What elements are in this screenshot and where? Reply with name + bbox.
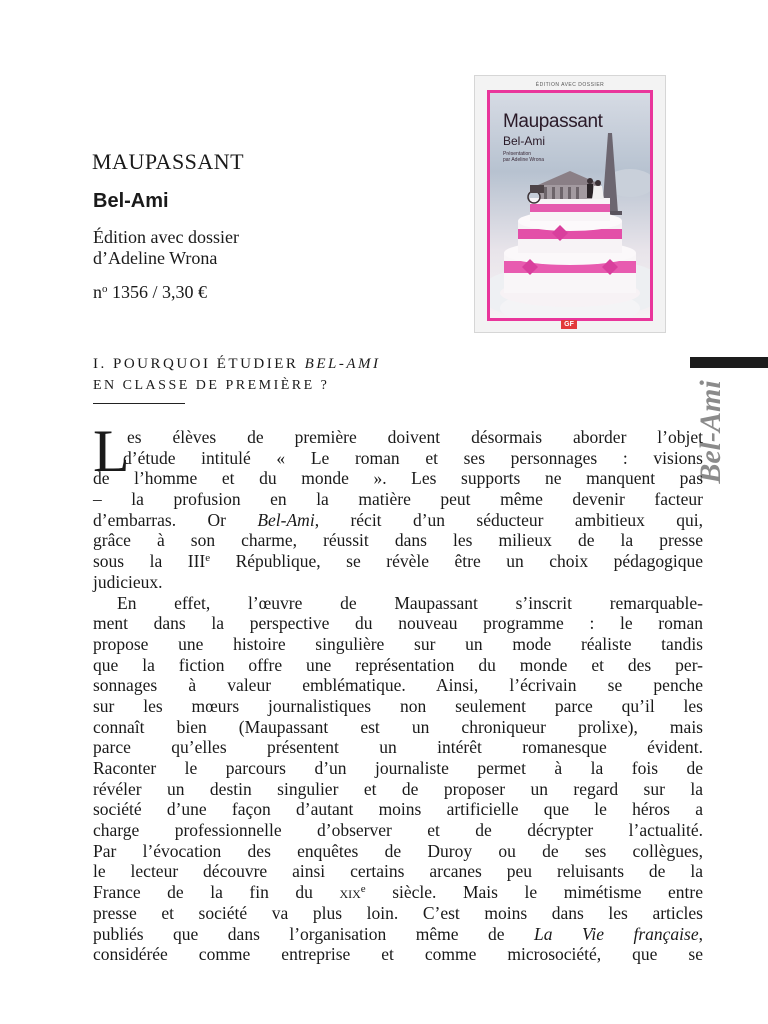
text-span: , — [698, 923, 703, 944]
text-line: – la profusion en la matière peut même devenir facteur — [93, 489, 703, 510]
section-heading-line — [93, 353, 380, 375]
number-price: 1356 / 3,30 € — [107, 282, 208, 302]
text-line: de l’homme et du monde ». Les supports ne manquent pas — [93, 468, 703, 489]
text-line — [93, 882, 703, 903]
text-line — [93, 551, 703, 572]
section-heading-line: EN CLASSE DE PREMIÈRE ? — [93, 378, 330, 393]
book-title: Bel-Ami — [93, 190, 169, 212]
text-line: Raconter le parcours d’un journaliste permet à la fois de — [93, 758, 703, 778]
side-tab-label: Bel-Ami — [694, 380, 727, 484]
text-line: sur les mœurs journalistiques non seulement parce qu’il les — [93, 695, 703, 716]
text-line: d’étude intitulé « Le roman et ses personnages : visions — [123, 447, 703, 468]
text-span: sous la III — [93, 551, 206, 572]
section-heading-italic: BEL-AMI — [304, 356, 381, 372]
cover-art — [487, 90, 653, 321]
side-tab-bar — [690, 357, 768, 368]
section-rule — [93, 403, 185, 404]
text-line: considérée comme entreprise et comme microsociété, que se — [93, 944, 703, 965]
text-span: République, se révèle être un choix pédagogique — [210, 551, 703, 572]
text-line: le lecteur découvre ainsi certains arcanes peu reluisants de la — [93, 861, 703, 882]
cover-presenter-line: par Adeline Wrona — [503, 157, 545, 163]
text-line: parce qu’elles présentent un intérêt romanesque évident. — [93, 737, 703, 758]
text-line: société d’une façon d’autant moins artificielle que le héros a — [93, 799, 703, 820]
edition-line: Édition avec dossier — [93, 227, 239, 247]
catalog-number-price — [93, 282, 207, 303]
cover-title: Bel-Ami — [503, 134, 546, 148]
section-heading-text: I. POURQUOI ÉTUDIER — [93, 356, 305, 372]
text-span: siècle. Mais le mimétisme entre — [365, 882, 703, 903]
cover-author: Maupassant — [503, 111, 603, 132]
text-line: grâce à son charme, réussit dans les milieux de la presse — [93, 530, 703, 551]
edition-info — [93, 227, 239, 269]
text-span: d’embarras. Or — [93, 509, 258, 530]
text-line: presse et société va plus loin. C’est moins dans les articles — [93, 902, 703, 923]
number-prefix: n — [93, 282, 102, 302]
text-line: que la fiction offre une représentation du monde et des per- — [93, 654, 703, 675]
book-cover — [474, 75, 666, 333]
text-span: Bel-Ami — [257, 509, 315, 530]
body-text — [93, 418, 703, 965]
cover-top-label: ÉDITION AVEC DOSSIER — [535, 82, 605, 88]
text-line: connaît bien (Maupassant est un chroniqueur prolixe), mais — [93, 716, 703, 737]
author-name: MAUPASSANT — [92, 149, 245, 174]
publisher-logo: GF — [561, 320, 577, 329]
text-line: charge professionnelle d’observer et de décrypter l’actualité. — [93, 820, 703, 841]
number-sup: o — [102, 283, 108, 295]
text-line: sonnages à valeur emblématique. Ainsi, l’écrivain se penche — [93, 675, 703, 696]
text-line: judicieux. — [93, 571, 163, 592]
text-line: Par l’évocation des enquêtes de Duroy ou de ses collègues, — [93, 840, 703, 861]
drop-cap: L — [93, 418, 130, 484]
text-line — [93, 924, 703, 945]
text-line: propose une histoire singulière sur un mode réaliste tandis — [93, 633, 703, 654]
text-sup: e — [360, 883, 366, 896]
text-line: es élèves de première doivent désormais aborder l’objet — [127, 427, 703, 447]
text-line: ment dans la perspective du nouveau programme : le roman — [93, 613, 703, 634]
text-line: En effet, l’œuvre de Maupassant s’inscrit remarquable- — [117, 592, 703, 613]
text-line: révéler un destin singulier et de proposer un regard sur la — [93, 778, 703, 799]
text-line — [93, 510, 703, 531]
text-span: France de la fin du — [93, 882, 340, 903]
text-span: , récit d’un séducteur ambitieux qui, — [314, 509, 703, 530]
text-sup: e — [205, 552, 211, 565]
text-span: xix — [339, 882, 361, 903]
text-span: La Vie française — [534, 923, 699, 944]
text-span: publiés que dans l’organisation même de — [93, 923, 534, 944]
section-heading — [93, 353, 380, 397]
cover-presenter — [503, 151, 544, 163]
edition-line: d’Adeline Wrona — [93, 248, 218, 268]
cover-presenter-line: Présentation — [503, 151, 532, 157]
